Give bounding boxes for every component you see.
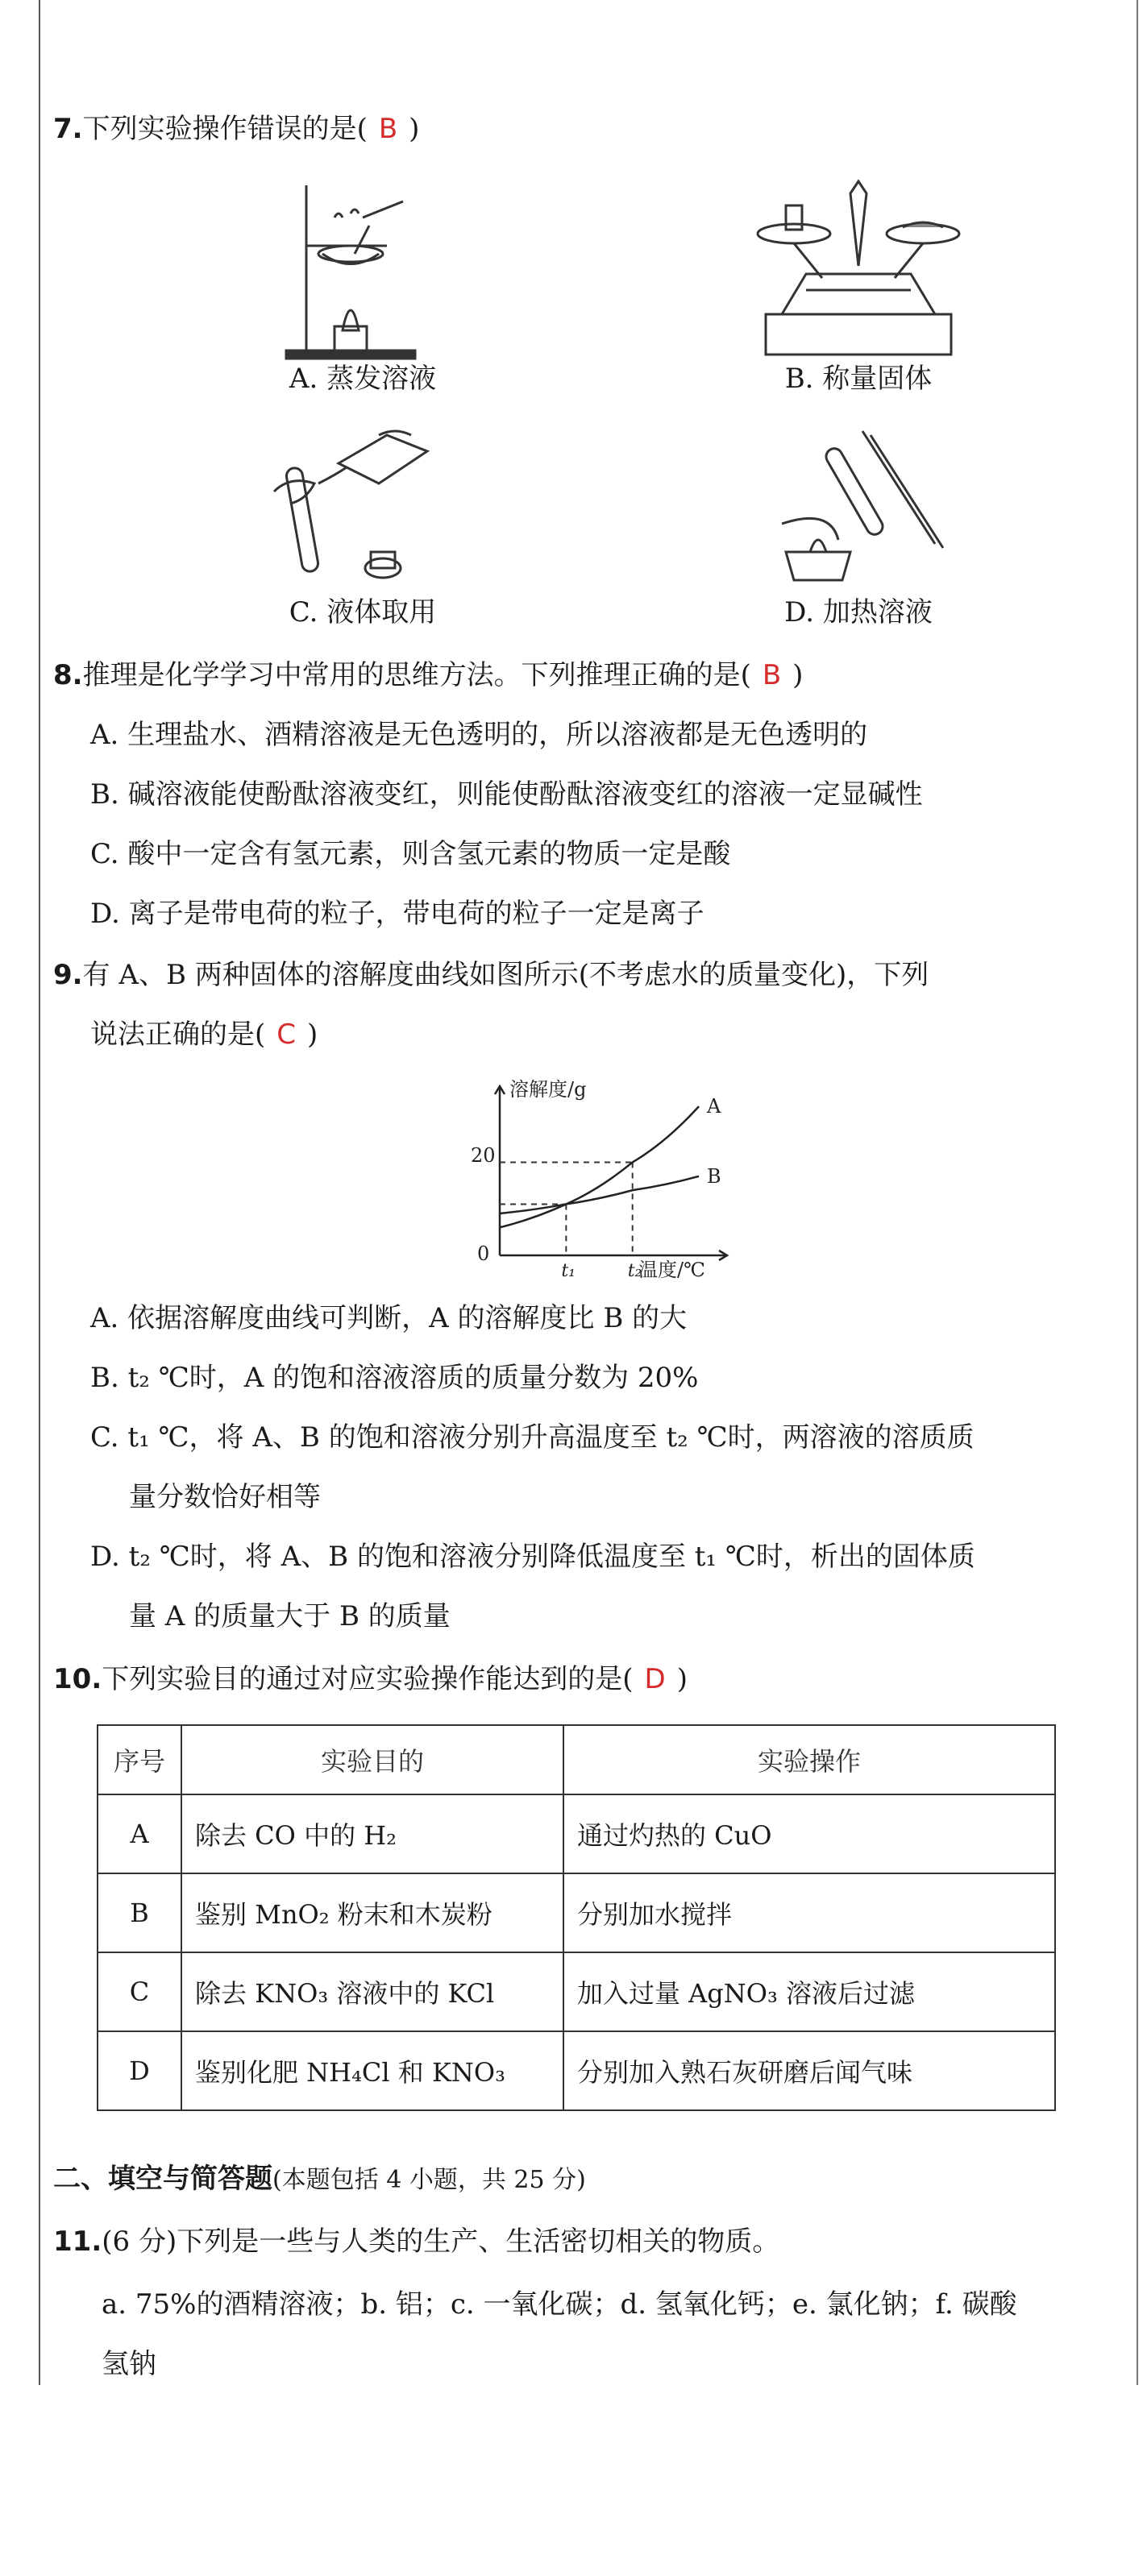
q7-caption-d: D. 加热溶液 [784,596,933,628]
section-2-heading: 二、填空与简答题(本题包括 4 小题，共 25 分) [53,2163,586,2195]
chart-x-tick-t1: t₁ [561,1261,576,1281]
q11-line1: a. 75%的酒精溶液；b. 铝；c. 一氧化碳；d. 氢氧化钙；e. 氯化钠；f. 碳酸 [102,2288,1017,2321]
q9-option-d: D. t₂ ℃时，将 A、B 的饱和溶液分别降低温度至 t₁ ℃时，析出的固体质 [90,1541,975,1573]
q9-stem-line1: 9.有 A、B 两种固体的溶解度曲线如图所示(不考虑水的质量变化)，下列 [53,959,929,991]
table-row: A 除去 CO 中的 H₂ 通过灼热的 CuO [98,1794,1055,1873]
q9-answer: C [276,1018,297,1051]
curve-B [500,1176,699,1213]
q9-option-d-cont: 量 A 的质量大于 B 的质量 [129,1600,451,1632]
q10-answer: D [644,1663,666,1695]
q8-option-b: B. 碱溶液能使酚酞溶液变红，则能使酚酞溶液变红的溶液一定显碱性 [90,778,923,811]
experiment-table [97,1724,1056,2111]
q10-number: 10. [53,1663,102,1695]
evaporation-apparatus-figure [274,169,435,363]
q7-caption-b: B. 称量固体 [784,363,933,395]
q11-number: 11. [53,2225,102,2258]
q9-option-b: B. t₂ ℃时，A 的饱和溶液溶质的质量分数为 20% [90,1362,699,1394]
page-border-right [1137,0,1138,2385]
table-header-row [98,1725,1055,1794]
balance-scale-figure [750,177,967,363]
table-row: B 鉴别 MnO₂ 粉末和木炭粉 分别加水搅拌 [98,1873,1055,1952]
q9-option-a: A. 依据溶解度曲线可判断，A 的溶解度比 B 的大 [90,1302,688,1334]
table-row: D 鉴别化肥 NH₄Cl 和 KNO₃ 分别加入熟石灰研磨后闻气味 [98,2031,1055,2110]
q11-line2: 氢钠 [102,2348,156,2380]
solubility-curve-chart [468,1072,733,1289]
table-row: C 除去 KNO₃ 溶液中的 KCl 加入过量 AgNO₃ 溶液后过滤 [98,1952,1055,2031]
curve-label-B: B [707,1164,721,1188]
heating-solution-figure [750,419,959,588]
q7-caption-a: A. 蒸发溶液 [289,363,437,395]
q9-number: 9. [53,959,83,991]
chart-origin-label: 0 [477,1242,490,1265]
q8-answer: B [762,659,782,691]
q7-stem: 7.下列实验操作错误的是( B ) [53,113,420,145]
q7-caption-c: C. 液体取用 [289,596,437,628]
q9-option-c: C. t₁ ℃，将 A、B 的饱和溶液分别升高温度至 t₂ ℃时，两溶液的溶质质 [90,1421,975,1454]
q8-number: 8. [53,659,83,691]
q8-option-a: A. 生理盐水、酒精溶液是无色透明的，所以溶液都是无色透明的 [90,719,868,751]
q8-option-d: D. 离子是带电荷的粒子，带电荷的粒子一定是离子 [90,898,704,930]
table-header-purpose: 实验目的 [181,1725,563,1794]
chart-x-axis-label: 温度/℃ [638,1259,705,1281]
q11-stem: 11.(6 分)下列是一些与人类的生产、生活密切相关的物质。 [53,2225,780,2258]
q8-option-c: C. 酸中一定含有氢元素，则含氢元素的物质一定是酸 [90,838,731,870]
liquid-transfer-figure [258,419,443,588]
q9-stem-line2: 说法正确的是( C ) [90,1018,318,1051]
q10-stem: 10.下列实验目的通过对应实验操作能达到的是( D ) [53,1663,688,1695]
chart-x-tick-t2: t₂ [627,1261,642,1281]
page-border-left [39,0,40,2385]
q7-answer: B [378,113,398,145]
q9-option-c-cont: 量分数恰好相等 [129,1481,321,1513]
table-header-operation: 实验操作 [563,1725,1055,1794]
q7-number: 7. [53,113,83,145]
curve-label-A: A [707,1095,721,1118]
q8-stem: 8.推理是化学学习中常用的思维方法。下列推理正确的是( B ) [53,659,804,691]
table-header-index: 序号 [98,1725,181,1794]
chart-y-tick-20: 20 [471,1144,496,1167]
chart-y-axis-label: 溶解度/g [509,1078,587,1101]
